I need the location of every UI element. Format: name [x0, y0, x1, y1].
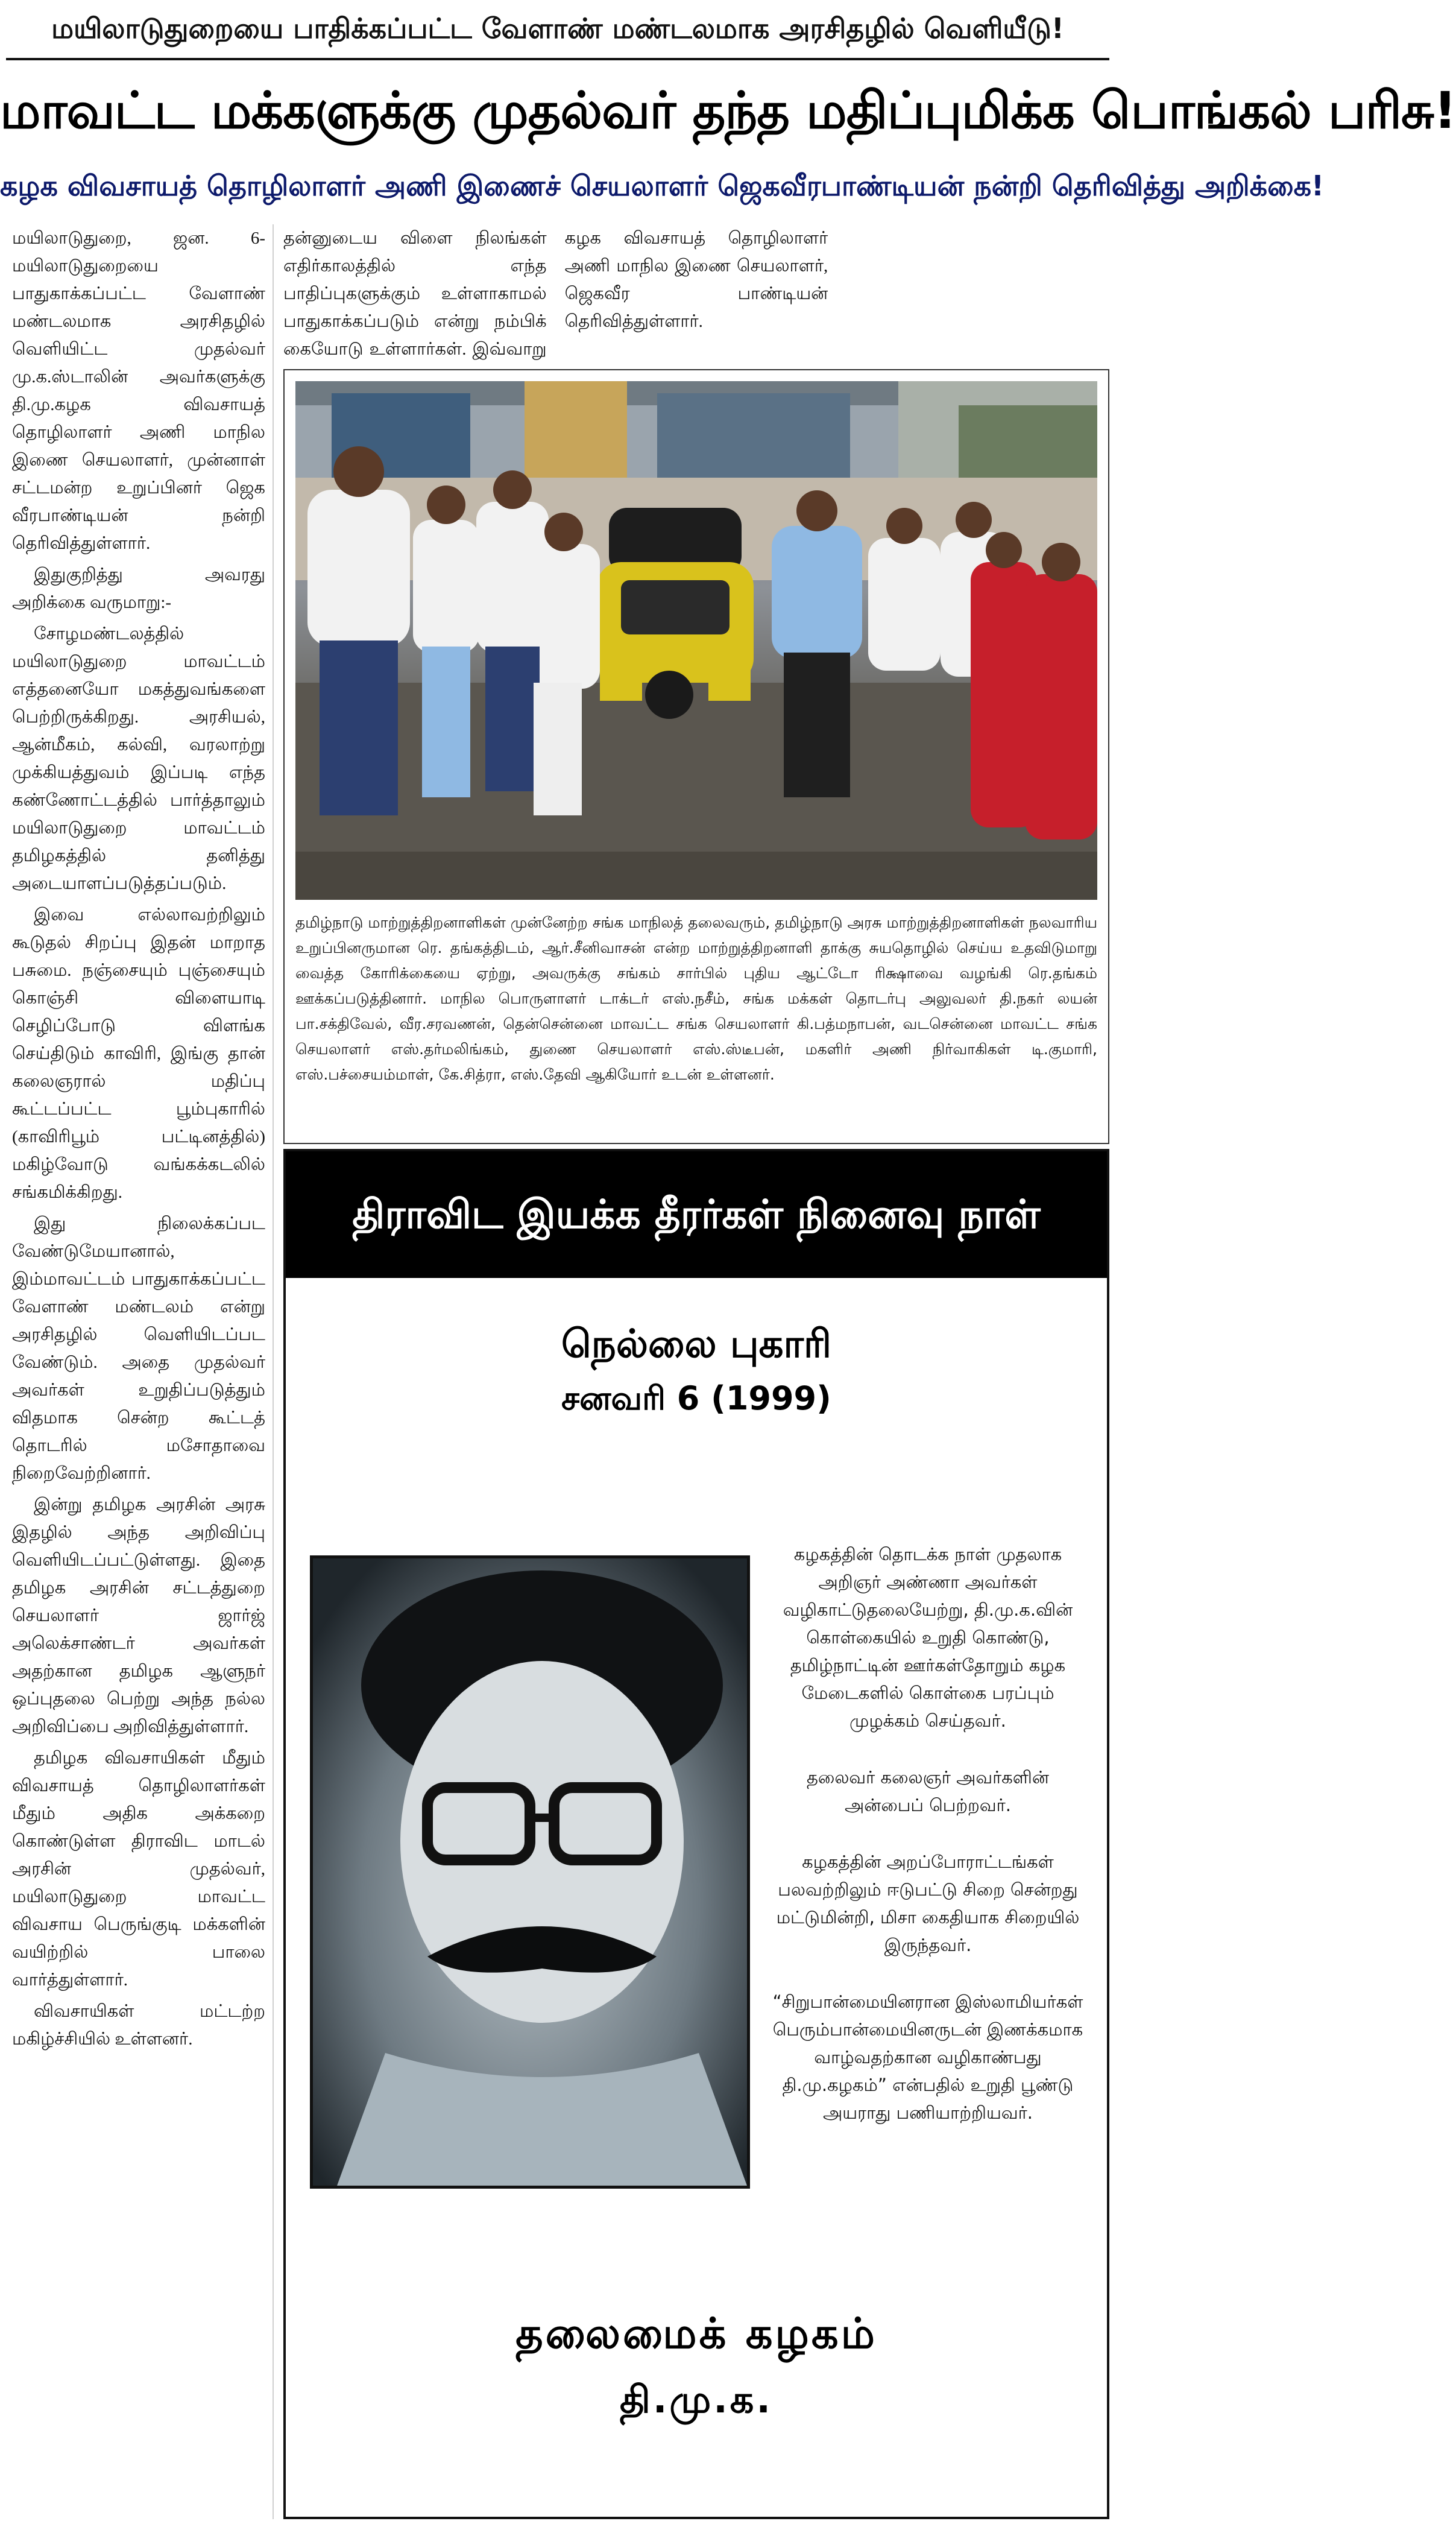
- article-paragraph: சோழமண்டலத்தில் மயிலாடுதுறை மாவட்டம் எத்தனையோ மகத்துவங்களை பெற்றிருக்கிறது. அரசியல், ஆன்மீகம், கல்வி, வரலாற்று முக்கியத்துவம் இப்படி எந்த கண்ணோட்டத்தில் பார்த்தாலும் மயிலாடுதுறை மாவட்டம் தமிழகத்தில் தனித்து அடையாளப்படுத்தப்படும்.: [12, 624, 265, 893]
- memorial-person-name: நெல்லை புகாரி: [561, 1322, 832, 1367]
- memorial-signature-line2: தி.மு.க.: [620, 2377, 773, 2421]
- article-paragraph: இது நிலைக்கப்பட வேண்டுமேயானால், இம்மாவட்டம் பாதுகாக்கப்பட்ட வேளாண் மண்டலம் என்று அரசிதழில் வெளியிடப்பட வேண்டும். அதை முதல்வர் அவர்கள் உறுதிப்படுத்தும் விதமாக சென்ற கூட்டத் தொடரில் மசோதாவை நிறைவேற்றினார்.: [12, 1214, 265, 1483]
- article-top-columns: [283, 224, 1109, 363]
- memorial-paragraph: கழகத்தின் தொடக்க நாள் முதலாக அறிஞர் அண்ணா அவர்கள் வழிகாட்டுதலையேற்று, தி.மு.க.வின் கொள்கையில் உறுதி கொண்டு, தமிழ்நாட்டின் ஊர்கள்தோறும் கழக மேடைகளில் கொள்கை பரப்பும் முழக்கம் செய்தவர்.: [783, 1544, 1073, 1731]
- memorial-notice: [283, 1149, 1109, 2519]
- memorial-paragraph: “சிறுபான்மையினரான இஸ்லாமியர்கள் பெரும்பான்மையினருடன் இணக்கமாக வாழ்வதற்கான வழிகாண்பது தி.மு.கழகம்” என்பதில் உறுதி பூண்டு அயராது பணியாற்றியவர்.: [772, 1991, 1083, 2123]
- memorial-signature-line1: தலைமைக் கழகம்: [515, 2309, 877, 2358]
- header-rule-top: [6, 58, 1109, 60]
- news-photo-frame: [283, 369, 1109, 1144]
- memorial-bio: [768, 1540, 1088, 2234]
- photo-image: [295, 381, 1097, 900]
- subheadline: கழக விவசாயத் தொழிலாளர் அணி இணைச் செயலாளர் ஜெகவீரபாண்டியன் நன்றி தெரிவித்து அறிக்கை!: [0, 169, 1325, 202]
- column-divider: [273, 224, 274, 2519]
- article-paragraph: விவசாயிகள் மட்டற்ற மகிழ்ச்சியில் உள்ளனர்.: [12, 2002, 265, 2049]
- article-paragraph: இதுகுறித்து அவரது அறிக்கை வருமாறு:-: [12, 565, 265, 612]
- memorial-paragraph: கழகத்தின் அறப்போராட்டங்கள் பலவற்றிலும் ஈடுபட்டு சிறை சென்றது மட்டுமின்றி, மிசா கைதியாக சிறையில் இருந்தவர்.: [776, 1852, 1080, 1955]
- memorial-paragraph: தலைவர் கலைஞர் அவர்களின் அன்பைப் பெற்றவர்.: [807, 1767, 1049, 1815]
- article-paragraph: இன்று தமிழக அரசின் அரசு இதழில் அந்த அறிவிப்பு வெளியிடப்பட்டுள்ளது. இதை தமிழக அரசின் சட்டத்துறை செயலாளர் ஜார்ஜ் அலெக்சாண்டர் அவர்கள் அதற்கான தமிழக ஆளுநர் ஒப்புதலை பெற்று அந்த நல்ல அறிவிப்பை அறிவித்துள்ளார்.: [12, 1495, 265, 1736]
- article-paragraph: தமிழக விவசாயிகள் மீதும் விவசாயத் தொழிலாளர்கள் மீதும் அதிக அக்கறை கொண்டுள்ள திராவிட மாடல் அரசின் முதல்வர், மயிலாடுதுறை மாவட்ட விவசாய பெருங்குடி மக்களின் வயிற்றில் பாலை வார்த்துள்ளார்.: [12, 1748, 265, 1990]
- article-paragraph: தன்னுடைய விளை நிலங்கள் எதிர்காலத்தில் எந்த பாதிப்புகளுக்கும் உள்ளாகாமல் பாதுகாக்கப்படும் என்று நம்பிக் கையோடு உள்ளார்கள். இவ்வாறு கழக விவசாயத் தொழிலாளர் அணி மாநில இணை செயலாளர், ஜெகவீர பாண்டியன் தெரிவித்துள்ளார்.: [283, 229, 828, 359]
- headline: மாவட்ட மக்களுக்கு முதல்வர் தந்த மதிப்புமிக்க பொங்கல் பரிசு!: [0, 81, 1456, 140]
- article-paragraph: மயிலாடுதுறை, ஜன. 6- மயிலாடுதுறையை பாதுகாக்கப்பட்ட வேளாண் மண்டலமாக அரசிதழில் வெளியிட்ட முதல்வர் மு.க.ஸ்டாலின் அவர்களுக்கு தி.மு.கழக விவசாயத் தொழிலாளர் அணி மாநில இணை செயலாளர், முன்னாள் சட்டமன்ற உறுப்பினர் ஜெக வீரபாண்டியன் நன்றி தெரிவித்துள்ளார்.: [12, 229, 265, 553]
- memorial-date: சனவரி 6 (1999): [561, 1379, 831, 1417]
- portrait-image: [310, 1555, 750, 2189]
- article-paragraph: இவை எல்லாவற்றிலும் கூடுதல் சிறப்பு இதன் மாறாத பசுமை. நஞ்சையும் புஞ்சையும் கொஞ்சி விளையாடி செழிப்போடு விளங்க செய்திடும் காவிரி, இங்கு தான் கலைஞரால் மதிப்பு கூட்டப்பட்ட பூம்புகாரில் (காவிரிபூம் பட்டினத்தில்) மகிழ்வோடு வங்கக்கடலில் சங்கமிக்கிறது.: [12, 905, 265, 1202]
- kicker-line: மயிலாடுதுறையை பாதிக்கப்பட்ட வேளாண் மண்டலமாக அரசிதழில் வெளியீடு!: [51, 12, 1064, 45]
- memorial-band-title: திராவிட இயக்க தீரர்கள் நினைவு நாள்: [286, 1151, 1107, 1278]
- article-left-column: [12, 224, 265, 2519]
- photo-caption: தமிழ்நாடு மாற்றுத்திறனாளிகள் முன்னேற்ற சங்க மாநிலத் தலைவரும், தமிழ்நாடு அரசு மாற்றுத்திறனாளிகள் நலவாரிய உறுப்பினருமான ரெ. தங்கத்திடம், ஆர்.சீனிவாசன் என்ற மாற்றுத்திறனாளி தாக்கு சுயதொழில் செய்ய உதவிடுமாறு வைத்த கோரிக்கையை ஏற்று, அவருக்கு சங்கம் சார்பில் புதிய ஆட்டோ ரிக்ஷாவை வழங்கி ரெ.தங்கம் ஊக்கப்படுத்தினார். மாநில பொருளாளர் டாக்டர் எஸ்.நசீம், சங்க மக்கள் தொடர்பு அலுவலர் தி.நகர் லயன் பா.சக்திவேல், வீர.சரவணன், தென்சென்னை மாவட்ட சங்க செயலாளர் கி.பத்மநாபன், வடசென்னை மாவட்ட சங்க செயலாளர் எஸ்.தர்மலிங்கம், துணை செயலாளர் எஸ்.ஸ்டீபன், மகளிர் அணி நிர்வாகிகள் டி.குமாரி, எஸ்.பச்சையம்மாள், கே.சித்ரா, எஸ்.தேவி ஆகியோர் உடன் உள்ளனர்.: [295, 914, 1097, 1083]
